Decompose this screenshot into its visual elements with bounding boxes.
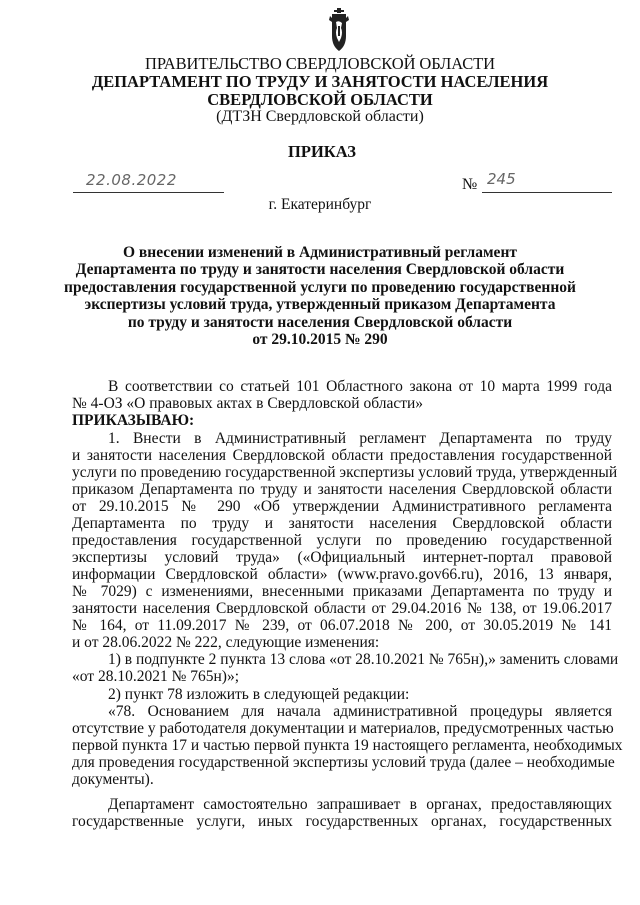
paragraph-line: экспертизы условий труда» («Официальный интернет-портал правовой <box>72 549 612 566</box>
subject-line: от 29.10.2015 № 290 <box>252 331 388 349</box>
paragraph-line: № 164, от 11.09.2017 № 239, от 06.07.2018 № 200, от 30.05.2019 № 141 <box>72 617 612 634</box>
subject-line: предоставления государственной услуги по проведению государственной <box>64 278 576 296</box>
paragraph-line: информации Свердловской области» (www.pravo.gov66.ru), 2016, 13 января, <box>72 566 612 583</box>
paragraph-line: документы). <box>72 771 154 788</box>
number-label: № <box>462 176 478 193</box>
coat-of-arms-emblem <box>327 8 351 52</box>
paragraph-line: № 7029) с изменениями, внесенными приказами Департамента по труду и <box>72 583 612 600</box>
paragraph-line: Департамента по труду и занятости населения Свердловской области <box>72 515 612 532</box>
paragraph-line: от 29.10.2015 № 290 «Об утверждении Административного регламента <box>72 498 612 515</box>
date-underline <box>73 191 224 193</box>
paragraph-line: для проведения государственной экспертизы условий труда (далее – необходимые <box>72 754 615 771</box>
number-handwritten: 245 <box>487 170 516 188</box>
department-name-line1: ДЕПАРТАМЕНТ ПО ТРУДУ И ЗАНЯТОСТИ НАСЕЛЕНИЯ <box>91 72 549 91</box>
preamble-line: В соответствии со статьей 101 Областного закона от 10 марта 1999 года <box>108 378 612 395</box>
paragraph-line: 1. Внести в Административный регламент Департамента по труду <box>108 430 612 447</box>
subject-line: Департамента по труду и занятости населения Свердловской области <box>75 261 565 279</box>
paragraph-line: приказом Департамента по труду и занятости населения Свердловской области <box>72 481 612 498</box>
order-word: ПРИКАЗЫВАЮ: <box>72 412 195 429</box>
subparagraph-line: 1) в подпункте 2 пункта 13 слова «от 28.10.2021 № 765н),» заменить словами <box>108 651 619 668</box>
paragraph-line: Департамент самостоятельно запрашивает в органах, предоставляющих <box>108 796 612 813</box>
paragraph-line: государственные услуги, иных государственных органах, государственных <box>72 813 612 830</box>
department-name-line2: СВЕРДЛОВСКОЙ ОБЛАСТИ <box>207 90 433 109</box>
department-abbreviation: (ДТЗН Свердловской области) <box>216 108 424 125</box>
date-handwritten: 22.08.2022 <box>86 171 177 189</box>
subject-line: по труду и занятости населения Свердловской области <box>127 313 513 331</box>
subject-line: экспертизы условий труда, утвержденный приказом Департамента <box>84 296 556 314</box>
paragraph-line: «78. Основанием для начала административной процедуры является <box>108 703 612 720</box>
paragraph-line: услуги по проведению государственной экспертизы условий труда, утвержденный <box>72 464 618 481</box>
document-type: ПРИКАЗ <box>288 142 356 161</box>
paragraph-line: и занятости населения Свердловской области предоставления государственной <box>72 447 612 464</box>
paragraph-line: и от 28.06.2022 № 222, следующие изменения: <box>72 634 380 651</box>
paragraph-line: отсутствие у работодателя документации и материалов, предусмотренных частью <box>72 720 614 737</box>
preamble-line: № 4-ОЗ «О правовых актах в Свердловской области» <box>72 395 424 412</box>
subparagraph-line: «от 28.10.2021 № 765н)»; <box>72 668 239 685</box>
order-subject <box>0 244 640 348</box>
subject-line: О внесении изменений в Административный регламент <box>123 244 517 261</box>
paragraph-line: занятости населения Свердловской области от 29.04.2016 № 138, от 19.06.2017 <box>72 600 612 617</box>
paragraph-line: первой пункта 17 и частью первой пункта 19 настоящего регламента, необходимых <box>72 737 623 754</box>
city: г. Екатеринбург <box>268 196 372 213</box>
government-name: ПРАВИТЕЛЬСТВО СВЕРДЛОВСКОЙ ОБЛАСТИ <box>145 54 495 73</box>
paragraph-line: предоставления государственной услуги по проведению государственной <box>72 532 612 549</box>
number-underline <box>482 191 612 193</box>
subparagraph-line: 2) пункт 78 изложить в следующей редакции: <box>108 686 410 703</box>
